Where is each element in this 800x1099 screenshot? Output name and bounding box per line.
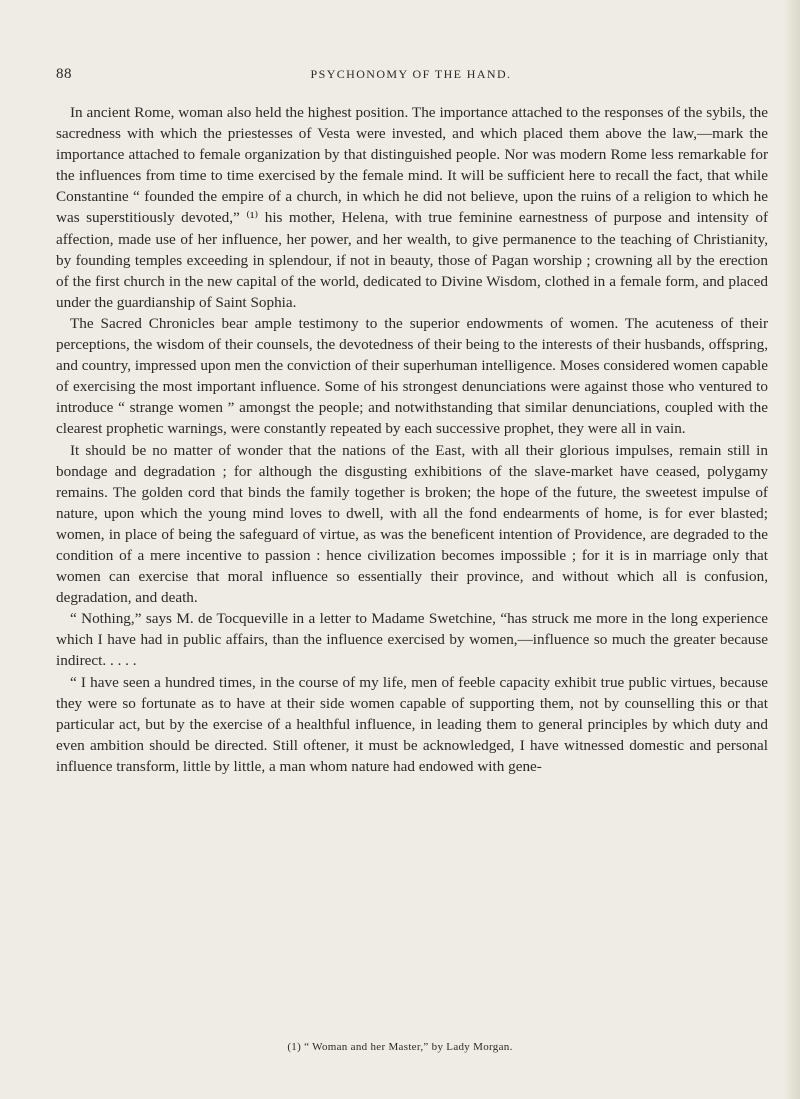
footnote: (1) “ Woman and her Master,” by Lady Morgan. [287, 1041, 513, 1053]
page-edge [784, 0, 800, 1099]
paragraph: “ I have seen a hundred times, in the course of my life, men of feeble capacity exhibit true public virtues, because they were so fortunate as to have at their side women capable of supporting them, not by counselling this or that particular act, but by the exercise of a healthful influence, in leading them to general principles by which duty and even ambition should be directed. Still oftener, it must be acknowledged, I have witnessed domestic and personal influence transform, little by little, a man whom nature had endowed with gene- [56, 673, 768, 775]
running-head [56, 66, 766, 86]
body-text [56, 102, 768, 777]
paragraph: The Sacred Chronicles bear ample testimony to the superior endowments of women. The acuteness of their perceptions, the wisdom of their counsels, the devotedness of their being to the interests of their husbands, offspring, and country, impressed upon men the conviction of their superhuman intelligence. Moses considered women capable of exercising the most important influence. Some of his strongest denunciations were against those who ventured to introduce “ strange women ” amongst the people; and notwithstanding that similar denunciations, coupled with the clearest prophetic warnings, were constantly repeated by each successive prophet, they were all in vain. [56, 314, 768, 438]
paragraph: It should be no matter of wonder that the nations of the East, with all their glorious impulses, remain still in bondage and degradation ; for although the disgusting exhibitions of the slave-market have ceased, polygamy remains. The golden cord that binds the family together is broken; the hope of the future, the sweetest impulse of nature, upon which the young mind loves to dwell, with all the fond endearments of home, is for ever blasted; women, in place of being the safeguard of virtue, as was the beneficent intention of Providence, are degraded to the condition of a mere incentive to passion : hence civilization becomes impossible ; for it is in marriage only that women can exercise that moral influence so essentially their province, and without which all is confusion, degradation, and death. [56, 441, 768, 607]
running-title: PSYCHONOMY OF THE HAND. [310, 67, 512, 81]
paragraph: In ancient Rome, woman also held the highest position. The importance attached to the responses of the sybils, the sacredness with which the priestesses of Vesta were invested, and which placed them above the law,—mark the importance attached to female organization by that distinguished people. Nor was modern Rome less remarkable for the influences from time to time exercised by the female mind. It will be sufficient here to recall the fact, that while Constantine “ founded the empire of a church, in which he did not believe, upon the ruins of a religion to which he was superstitiously devoted,” ⁽¹⁾ his mother, Helena, with true feminine earnestness of purpose and intensity of affection, made use of her influence, her power, and her wealth, to give permanence to the teaching of Christianity, by founding temples exceeding in splendour, if not in beauty, those of Pagan worship ; crowning all by the erection of the first church in the new capital of the world, dedicated to Divine Wisdom, clothed in a female form, and placed under the guardianship of Saint Sophia. [56, 104, 768, 311]
paragraph: “ Nothing,” says M. de Tocqueville in a letter to Madame Swetchine, “has struck me more in the long experience which I have had in public affairs, than the influence exercised by women,—influence so much the greater because indirect. . . . . [56, 610, 768, 670]
page-number: 88 [56, 66, 72, 82]
